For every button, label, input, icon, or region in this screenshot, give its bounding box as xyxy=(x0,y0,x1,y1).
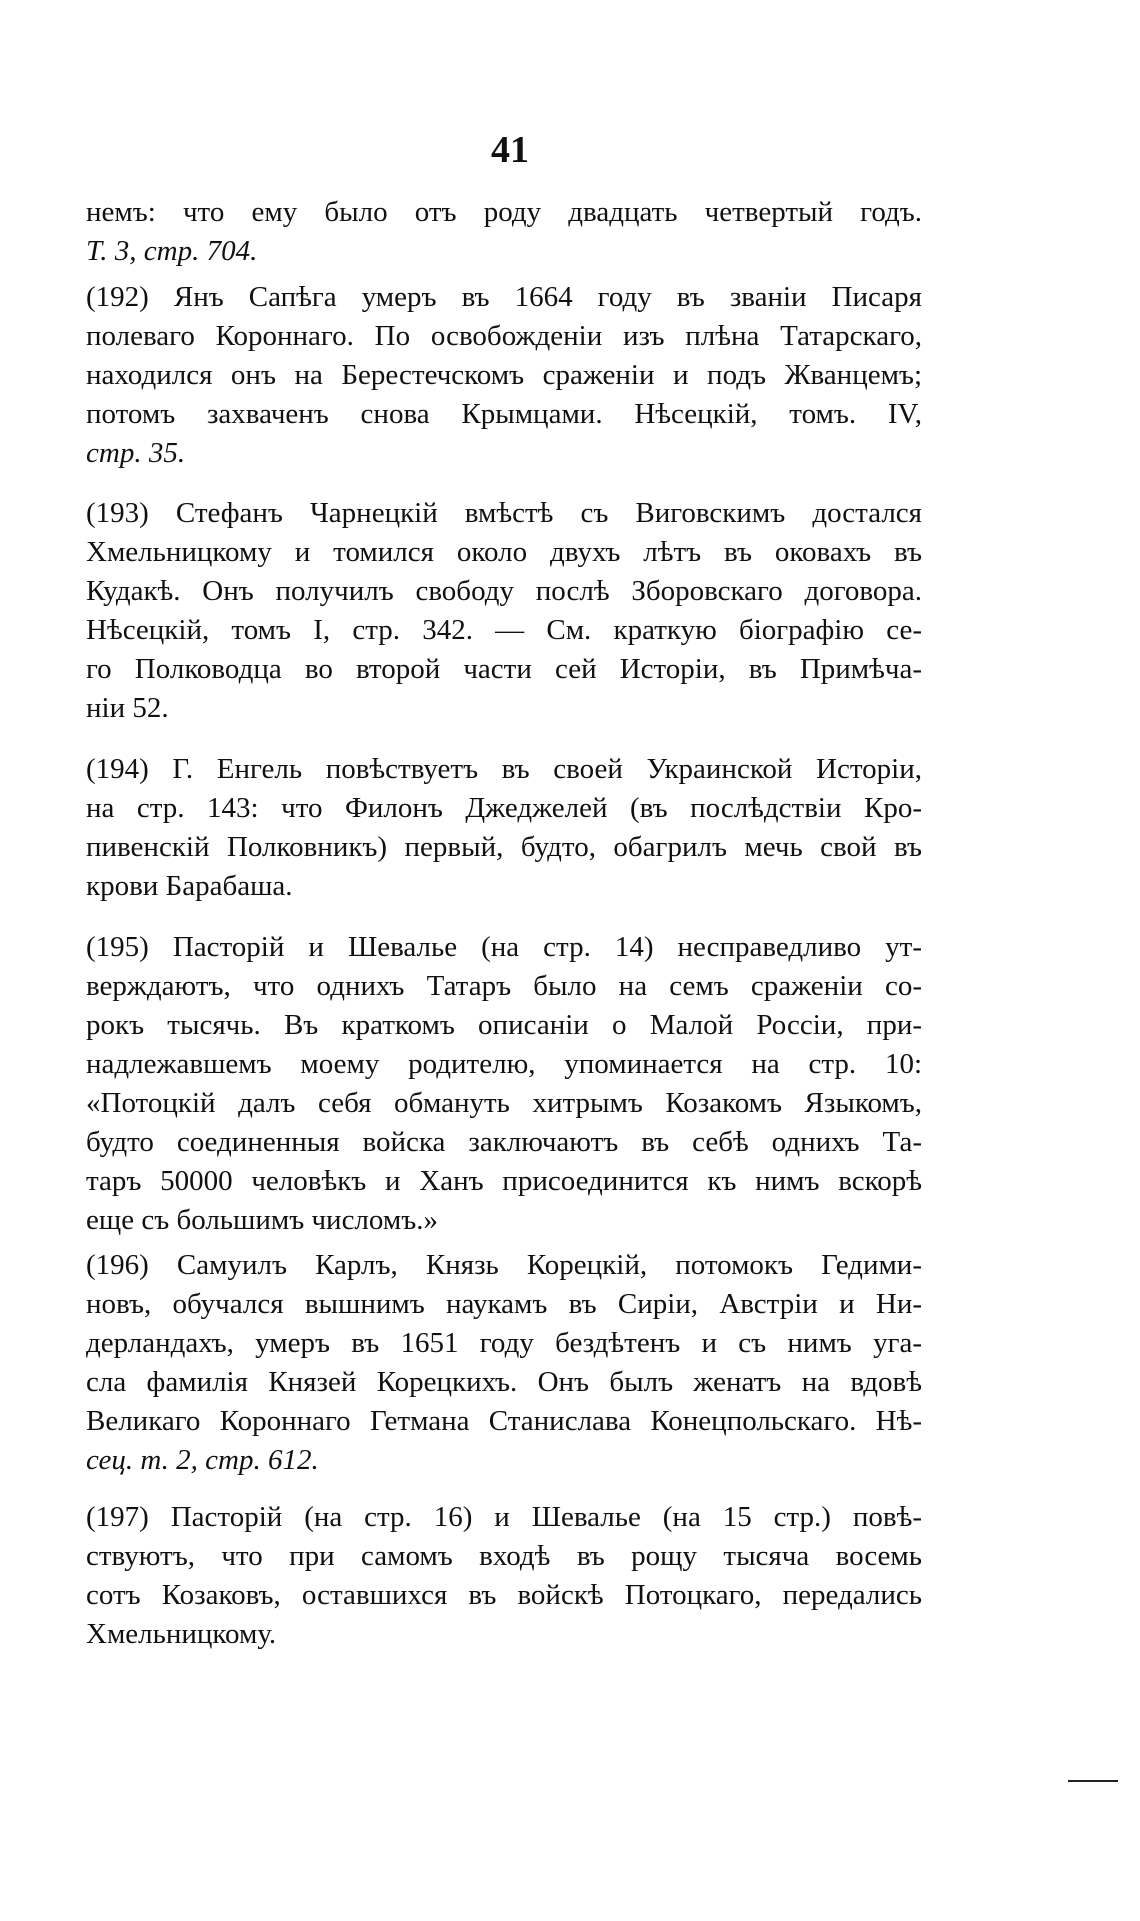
note-line: надлежавшемъ моему родителю, упоминается на стр. 10: xyxy=(86,1048,922,1080)
note-line: еще съ большимъ числомъ.» xyxy=(86,1204,438,1236)
note-line: будто соединенныя войска заключаютъ въ себѣ однихъ Та- xyxy=(86,1126,922,1158)
note-line: (193) Стефанъ Чарнецкій вмѣстѣ съ Виговскимъ достался xyxy=(86,497,922,529)
note-line: Великаго Короннаго Гетмана Станислава Конецпольскаго. Нѣ- xyxy=(86,1405,922,1437)
footnote-194 xyxy=(86,750,922,906)
note-line: (195) Пасторій и Шевалье (на стр. 14) несправедливо ут- xyxy=(86,931,922,963)
note-line: Кудакѣ. Онъ получилъ свободу послѣ Зборовскаго договора. xyxy=(86,575,922,607)
note-line: (194) Г. Енгель повѣствуетъ въ своей Украинской Исторіи, xyxy=(86,753,922,785)
note-line: верждаютъ, что однихъ Татаръ было на семъ сраженіи со- xyxy=(86,970,922,1002)
note-line: таръ 50000 человѣкъ и Ханъ присоединится къ нимъ вскорѣ xyxy=(86,1165,922,1197)
note-line: го Полководца во второй части сей Исторіи, въ Примѣча- xyxy=(86,653,922,685)
note-line: стр. 35. xyxy=(86,437,186,469)
note-line: новъ, обучался вышнимъ наукамъ въ Сиріи, Австріи и Ни- xyxy=(86,1288,922,1320)
note-line: ствуютъ, что при самомъ входѣ въ рощу тысяча восемь xyxy=(86,1540,922,1572)
note-line: потомъ захваченъ снова Крымцами. Нѣсецкій, томъ. IV, xyxy=(86,398,922,430)
fragment-line: Т. 3, стр. 704. xyxy=(86,235,258,267)
footnote-192 xyxy=(86,278,922,473)
note-line: (196) Самуилъ Карлъ, Князь Корецкій, потомокъ Гедими- xyxy=(86,1249,922,1281)
note-line: (192) Янъ Сапѣга умеръ въ 1664 году въ званіи Писаря xyxy=(86,281,922,313)
note-line: ніи 52. xyxy=(86,692,169,724)
note-line: Нѣсецкій, томъ I, стр. 342. — См. краткую біографію се- xyxy=(86,614,922,646)
fragment-line: немъ: что ему было отъ роду двадцать четвертый годъ. xyxy=(86,196,922,228)
note-line: на стр. 143: что Филонъ Джеджелей (въ послѣдствіи Кро- xyxy=(86,792,922,824)
footnote-196 xyxy=(86,1246,922,1480)
note-line: крови Барабаша. xyxy=(86,870,293,902)
note-line: рокъ тысячь. Въ краткомъ описаніи о Малой Россіи, при- xyxy=(86,1009,922,1041)
note-line: сотъ Козаковъ, оставшихся въ войскѣ Потоцкаго, передались xyxy=(86,1579,922,1611)
note-line: сец. т. 2, стр. 612. xyxy=(86,1444,319,1476)
note-line: пивенскій Полковникъ) первый, будто, обагрилъ мечь свой въ xyxy=(86,831,922,863)
note-line: дерландахъ, умеръ въ 1651 году бездѣтенъ и съ нимъ уга- xyxy=(86,1327,922,1359)
note-line: Хмельницкому. xyxy=(86,1618,277,1650)
note-line: Хмельницкому и томился около двухъ лѣтъ въ оковахъ въ xyxy=(86,536,922,568)
footnote-195 xyxy=(86,928,922,1240)
note-line: (197) Пасторій (на стр. 16) и Шевалье (на 15 стр.) повѣ- xyxy=(86,1501,922,1533)
note-line: сла фамилія Князей Корецкихъ. Онъ былъ женатъ на вдовѣ xyxy=(86,1366,922,1398)
footnote-197 xyxy=(86,1498,922,1654)
page-number: 41 xyxy=(491,129,529,171)
margin-rule xyxy=(1068,1780,1118,1782)
note-line: полеваго Короннаго. По освобожденіи изъ плѣна Татарскаго, xyxy=(86,320,922,352)
note-line: «Потоцкій далъ себя обмануть хитрымъ Козакомъ Языкомъ, xyxy=(86,1087,922,1119)
footnote-193 xyxy=(86,494,922,728)
continued-fragment xyxy=(86,193,922,271)
note-line: находился онъ на Берестечскомъ сраженіи и подъ Жванцемъ; xyxy=(86,359,922,391)
